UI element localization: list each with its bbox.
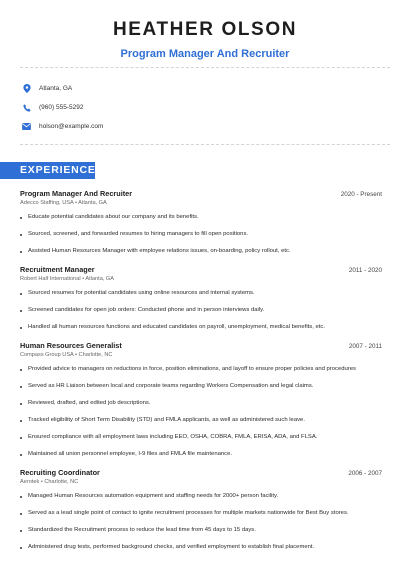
email-icon (22, 122, 31, 131)
bullet-item (20, 412, 382, 429)
job-entry (20, 468, 382, 556)
bullet-dot-icon (20, 386, 22, 388)
job-location: Charlotte, NC (78, 352, 113, 358)
bullet-dot-icon (20, 251, 22, 253)
bullet-dot-icon (20, 234, 22, 236)
job-header (20, 265, 382, 275)
contact-divider (20, 144, 390, 145)
job-company: Robert Half International (20, 276, 81, 282)
candidate-role: Program Manager And Recruiter (120, 48, 290, 60)
bullet-text: Maintained all union personnel employee, I-9 files and FMLA file maintenance. (28, 451, 233, 457)
bullet-text: Provided advice to managers on reductions in force, position eliminations, and layoff to ensure proper policies and procedures (28, 366, 356, 372)
job-header (20, 341, 382, 351)
job-company-location (20, 352, 382, 361)
bullet-item (20, 539, 382, 556)
job-header (20, 189, 382, 199)
job-company-location (20, 200, 382, 209)
experience-list (20, 189, 382, 561)
job-location: Atlanta, GA (85, 276, 115, 282)
job-title: Program Manager And Recruiter (20, 189, 133, 198)
bullet-text: Managed Human Resources automation equipment and staffing needs for 2000+ person facility. (28, 493, 279, 499)
phone-text: (960) 555-5292 (39, 104, 84, 111)
bullet-dot-icon (20, 293, 22, 295)
contact-block (22, 79, 103, 136)
location-pin-icon (22, 84, 31, 93)
candidate-name: HEATHER OLSON (112, 19, 298, 40)
job-company: Compass Group USA (20, 352, 74, 358)
job-dates: 2020 - Present (340, 191, 382, 198)
bullet-item (20, 361, 382, 378)
job-entry (20, 341, 382, 463)
job-company-location (20, 479, 382, 488)
bullet-dot-icon (20, 496, 22, 498)
bullet-text: Standardized the Recruitment process to reduce the lead time from 45 days to 15 days. (28, 527, 256, 533)
job-title: Human Resources Generalist (20, 341, 122, 350)
bullet-item (20, 395, 382, 412)
bullet-item (20, 505, 382, 522)
bullet-dot-icon (20, 547, 22, 549)
separator-dot: • (80, 276, 86, 282)
job-title: Recruiting Coordinator (20, 468, 100, 477)
experience-section-header: EXPERIENCE (0, 162, 95, 179)
job-entry (20, 265, 382, 336)
bullet-text: Ensured compliance with all employment laws including EEO, OSHA, COBRA, FMLA, ERISA, ADA, and FLSA. (28, 434, 318, 440)
job-bullets (20, 285, 382, 336)
contact-location (22, 79, 103, 98)
bullet-item (20, 302, 382, 319)
bullet-text: Sourced resumes for potential candidates using online resources and internal systems. (28, 290, 255, 296)
bullet-text: Handled all human resources functions and educated candidates on payroll, unemployment, medical benefits, etc. (28, 324, 325, 330)
job-company-location (20, 276, 382, 285)
bullet-item (20, 319, 382, 336)
email-text: holson@example.com (39, 123, 104, 130)
bullet-item (20, 243, 382, 260)
bullet-text: Served as a lead single point of contact to ignite recruitment processes for multiple markets nationwide for Best Buy stores. (28, 510, 349, 516)
job-location: Atlanta, GA (78, 200, 107, 206)
bullet-dot-icon (20, 513, 22, 515)
location-text: Atlanta, GA (39, 85, 73, 92)
resume-header (0, 0, 410, 61)
job-header (20, 468, 382, 478)
bullet-item (20, 226, 382, 243)
bullet-text: Sourced, screened, and forwarded resumes to hiring managers to fill open positions. (28, 231, 249, 237)
bullet-dot-icon (20, 530, 22, 532)
bullet-text: Administered drug tests, performed background checks, and verified employment to establish final placement. (28, 544, 315, 550)
bullet-item (20, 429, 382, 446)
bullet-item (20, 378, 382, 395)
bullet-item (20, 522, 382, 539)
bullet-dot-icon (20, 437, 22, 439)
bullet-item (20, 488, 382, 505)
bullet-dot-icon (20, 310, 22, 312)
job-dates: 2007 - 2011 (348, 343, 382, 350)
bullet-item (20, 209, 382, 226)
bullet-text: Served as HR Liaison between local and corporate teams regarding Workers Compensation and legal claims. (28, 383, 314, 389)
job-location: Charlotte, NC (44, 479, 79, 485)
bullet-dot-icon (20, 369, 22, 371)
job-dates: 2011 - 2020 (348, 267, 382, 274)
job-title: Recruitment Manager (20, 265, 95, 274)
bullet-dot-icon (20, 217, 22, 219)
separator-dot: • (73, 200, 79, 206)
contact-phone (22, 98, 103, 117)
bullet-item (20, 446, 382, 463)
separator-dot: • (39, 479, 45, 485)
bullet-text: Educate potential candidates about our company and its benefits. (28, 214, 199, 220)
job-dates: 2006 - 2007 (348, 470, 382, 477)
job-company: Adecco Staffing, USA (20, 200, 74, 206)
bullet-text: Screened candidates for open job orders: Conducted phone and in person interviews daily. (28, 307, 265, 313)
bullet-dot-icon (20, 454, 22, 456)
header-divider (20, 67, 390, 68)
job-entry (20, 189, 382, 260)
bullet-dot-icon (20, 327, 22, 329)
job-bullets (20, 209, 382, 260)
contact-email (22, 117, 103, 136)
bullet-text: Tracked eligibility of Short Term Disability (STD) and FMLA applicants, as well as administered such leave. (28, 417, 305, 423)
bullet-item (20, 285, 382, 302)
separator-dot: • (73, 352, 79, 358)
bullet-text: Assisted Human Resources Manager with employee relations issues, on-boarding, policy rollout, etc. (28, 248, 291, 254)
job-bullets (20, 361, 382, 463)
bullet-text: Reviewed, drafted, and edited job descriptions. (28, 400, 151, 406)
phone-icon (22, 103, 31, 112)
bullet-dot-icon (20, 420, 22, 422)
bullet-dot-icon (20, 403, 22, 405)
job-company: Aerotek (20, 479, 40, 485)
job-bullets (20, 488, 382, 556)
